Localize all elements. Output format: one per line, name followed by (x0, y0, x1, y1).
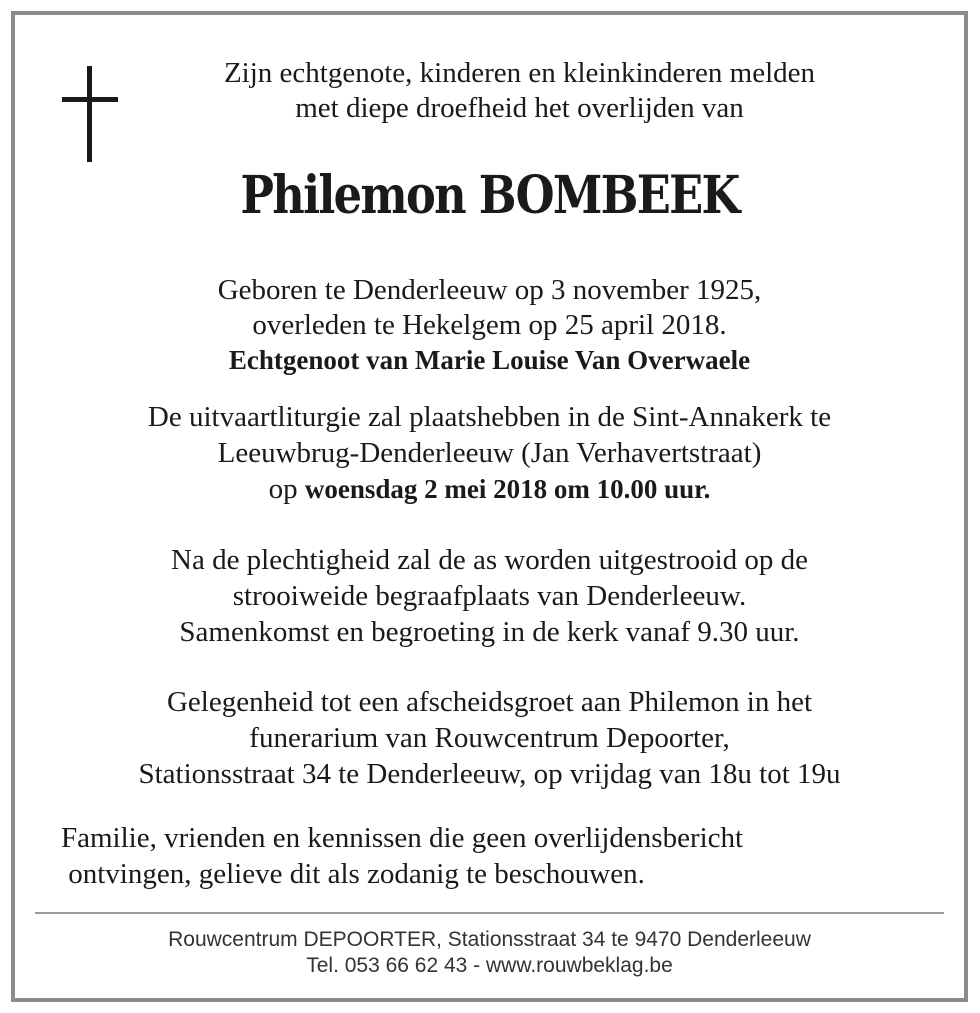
closing-line-2: ontvingen, gelieve dit als zodanig te beschouwen. (61, 858, 645, 890)
obituary-frame (11, 11, 968, 1002)
farewell-line-2: funerarium van Rouwcentrum Depoorter, (249, 722, 730, 754)
farewell-line-3: Stationsstraat 34 te Denderleeuw, op vrijdag van 18u tot 19u (138, 758, 841, 790)
deceased-name: Philemon BOMBEEK (240, 165, 739, 226)
intro-line-2: met diepe droefheid het overlijden van (295, 92, 744, 124)
footer-divider (35, 912, 944, 914)
footer-line-2: Tel. 053 66 62 43 - www.rouwbeklag.be (306, 954, 673, 977)
closing-line-1: Familie, vrienden en kennissen die geen overlijdensbericht (61, 822, 744, 854)
funeral-date-prefix: op (268, 473, 305, 505)
farewell-line-1: Gelegenheid tot een afscheidsgroet aan Philemon in het (166, 686, 813, 718)
death-line: overleden te Hekelgem op 25 april 2018. (252, 309, 727, 341)
spouse-line: Echtgenoot van Marie Louise Van Overwaele (228, 345, 751, 375)
funeral-line-1: De uitvaartliturgie zal plaatshebben in de Sint-Annakerk te (147, 401, 832, 433)
footer-line-1: Rouwcentrum DEPOORTER, Stationsstraat 34 te 9470 Denderleeuw (168, 928, 811, 951)
ceremony-line-3: Samenkomst en begroeting in de kerk vanaf 9.30 uur. (179, 616, 800, 648)
funeral-line-3 (15, 472, 964, 506)
ceremony-line-2: strooiweide begraafplaats van Denderleeuw. (232, 580, 747, 612)
funeral-date: woensdag 2 mei 2018 om 10.00 uur. (304, 474, 711, 504)
intro-line-1: Zijn echtgenote, kinderen en kleinkinderen melden (223, 57, 816, 89)
funeral-line-2: Leeuwbrug-Denderleeuw (Jan Verhavertstraat) (217, 437, 762, 469)
birth-line: Geboren te Denderleeuw op 3 november 1925, (217, 274, 762, 306)
ceremony-line-1: Na de plechtigheid zal de as worden uitgestrooid op de (171, 544, 808, 576)
